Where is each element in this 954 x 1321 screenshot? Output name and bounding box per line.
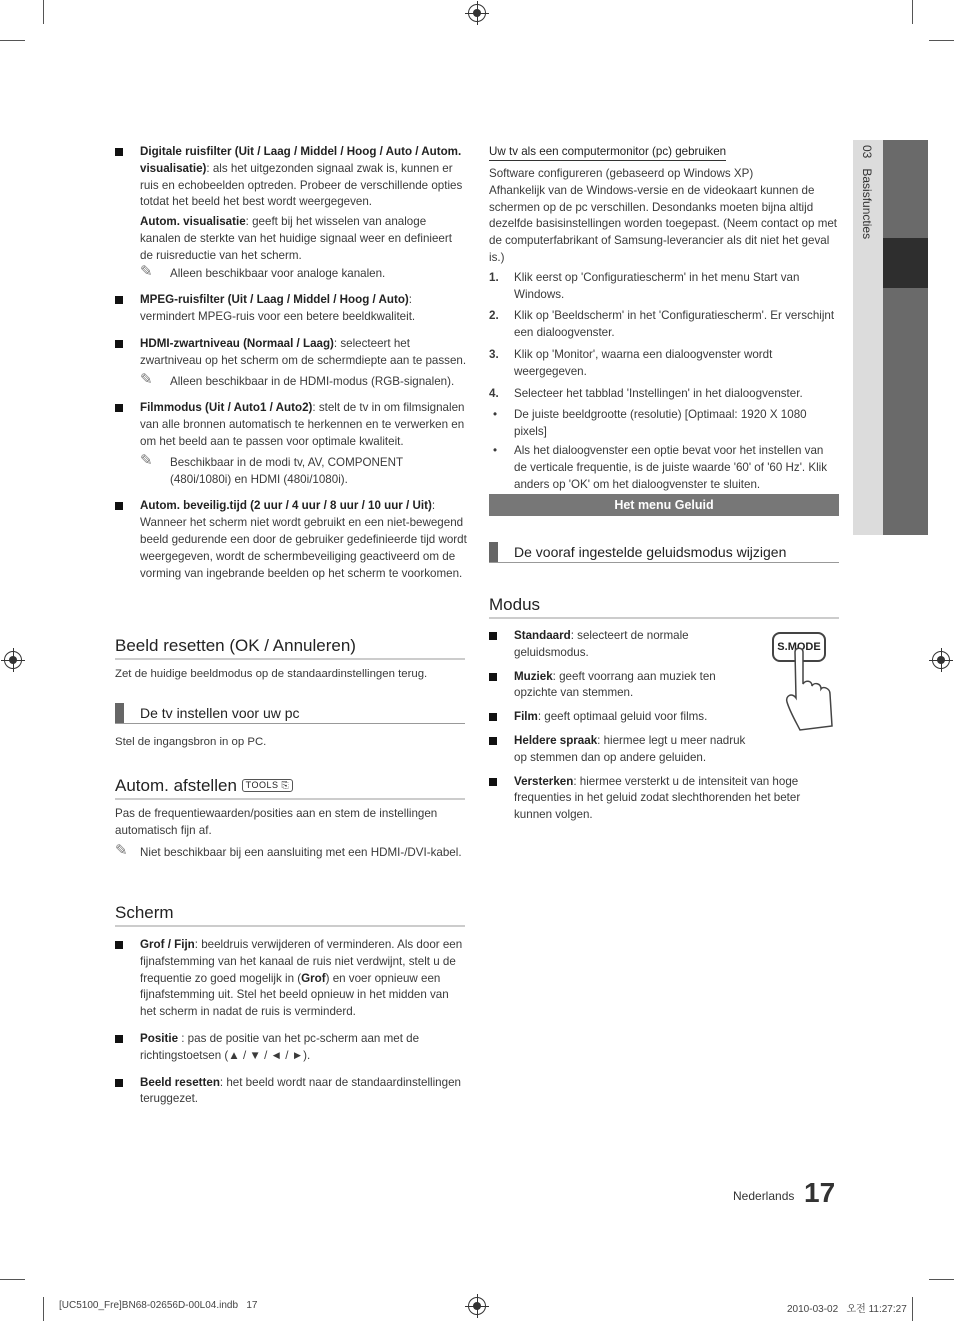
note-pencil-icon: ✎ bbox=[140, 370, 153, 388]
bullet-square-icon bbox=[115, 1035, 123, 1043]
note: ✎ Beschikbaar in de modi tv, AV, COMPONENT (480i/1080i) en HDMI (480i/1080i). bbox=[140, 451, 403, 486]
side-tab-marker bbox=[883, 238, 928, 288]
crop-mark bbox=[929, 1279, 954, 1280]
bullet-square-icon bbox=[489, 713, 497, 721]
list-item: Film: geeft optimaal geluid voor films. bbox=[489, 709, 751, 726]
reset-section bbox=[115, 636, 465, 683]
bullet-square-icon bbox=[115, 941, 123, 949]
registration-mark-icon bbox=[4, 651, 22, 669]
page-number: 17 bbox=[804, 1177, 836, 1208]
note-pencil-icon: ✎ bbox=[115, 841, 128, 859]
step-item: 1. Klik eerst op 'Configuratiescherm' in het menu Start van Windows. bbox=[489, 270, 800, 301]
subsection-title: De tv instellen voor uw pc bbox=[115, 703, 465, 724]
footer-file: [UC5100_Fre]BN68-02656D-00L04.indb 17 bbox=[59, 1300, 258, 1311]
chapter-label: Basisfuncties bbox=[860, 168, 874, 240]
bullet-square-icon bbox=[489, 778, 497, 786]
bullet-square-icon bbox=[115, 296, 123, 304]
list-item: Positie : pas de positie van het pc-scherm aan met de richtingstoetsen (▲ / ▼ / ◄ / ►). bbox=[115, 1031, 467, 1065]
section-text: Zet de huidige beeldmodus op de standaardinstellingen terug. bbox=[115, 668, 428, 680]
crop-mark bbox=[929, 40, 954, 41]
list-item: MPEG-ruisfilter (Uit / Laag / Middel / Hoog / Auto): vermindert MPEG-ruis voor een betere beeldkwaliteit. bbox=[115, 292, 467, 326]
note: ✎ Alleen beschikbaar in de HDMI-modus (RGB-signalen). bbox=[140, 370, 455, 388]
section-title: Autom. afstellen TOOLS ⎘ bbox=[115, 776, 465, 800]
bullet-item: • Als het dialoogvenster een optie bevat voor het instellen van de verticale frequentie, is de juiste waarde '60' of '60 Hz'. Klik anders op 'OK' om het dialoogvenster te sluiten. bbox=[493, 443, 828, 491]
footer-language: Nederlands bbox=[733, 1189, 795, 1203]
footer-date: 2010-03-02 오전 11:27:27 bbox=[787, 1304, 907, 1315]
pointing-hand-icon bbox=[770, 632, 840, 732]
right-column bbox=[489, 144, 839, 495]
step-item: 3. Klik op 'Monitor', waarna een dialoogvenster wordt weergegeven. bbox=[489, 347, 773, 378]
list-item: Beeld resetten: het beeld wordt naar de standaardinstellingen teruggezet. bbox=[115, 1075, 467, 1109]
crop-mark bbox=[0, 1279, 25, 1280]
pc-section bbox=[115, 703, 465, 751]
side-tab bbox=[853, 140, 883, 535]
left-column bbox=[115, 144, 467, 589]
bullet-square-icon bbox=[489, 632, 497, 640]
section-text: Stel de ingangsbron in op PC. bbox=[115, 736, 267, 748]
registration-mark-icon bbox=[468, 4, 486, 22]
list-item: Grof / Fijn: beeldruis verwijderen of verminderen. Als door een fijnafstemming van het kanaal de ruis niet verdwijnt, stelt u de frequentie zo goed mogelijk in (Grof) en voer opnieuw een fijnafstemming uit. Stel het beeld opnieuw in het midden van het scherm in nadat de ruis is verminderd. bbox=[115, 937, 467, 1021]
tools-badge: TOOLS ⎘ bbox=[242, 779, 294, 792]
bullet-square-icon bbox=[115, 1079, 123, 1087]
smode-button: S.MODE bbox=[772, 632, 826, 662]
note-pencil-icon: ✎ bbox=[140, 451, 153, 469]
list-item: Digitale ruisfilter (Uit / Laag / Middel / Hoog / Auto / Autom. visualisatie): als het uitgezonden signaal zwak is, kunnen er ruis en echobeelden optreden. Probeer de verschillende opties totdat het beeld het best wordt weergegeven. Autom. visualisatie: geeft bij het wisselen van analoge kanalen de sterkte van het huidige signaal weer en definieert de ruisreductie van het scherm. ✎ Alleen beschikbaar voor analoge kanalen. bbox=[115, 144, 467, 282]
autom-section bbox=[115, 776, 465, 861]
bullet-square-icon bbox=[489, 673, 497, 681]
geluid-section bbox=[489, 542, 839, 563]
note: ✎ Niet beschikbaar bij een aansluiting met een HDMI-/DVI-kabel. bbox=[115, 841, 462, 859]
crop-mark bbox=[912, 0, 913, 24]
bullet-square-icon bbox=[115, 340, 123, 348]
section-title: Beeld resetten (OK / Annuleren) bbox=[115, 636, 465, 660]
list-item: HDMI-zwartniveau (Normaal / Laag): selecteert het zwartniveau op het scherm om de schermdiepte aan te passen. ✎ Alleen beschikbaar in de HDMI-modus (RGB-signalen). bbox=[115, 336, 467, 390]
software-line: Software configureren (gebaseerd op Windows XP) bbox=[489, 167, 754, 180]
chapter-number: 03 bbox=[860, 145, 874, 159]
list-item: Filmmodus (Uit / Auto1 / Auto2): stelt de tv in om filmsignalen van alle bronnen automatisch te herkennen en te verwerken en om het beeld aan te passen voor optimale kwaliteit. ✎ Beschikbaar in de modi tv, AV, COMPONENT (480i/1080i) en HDMI (480i/1080i). bbox=[115, 400, 467, 488]
intro-text: Afhankelijk van de Windows-versie en de videokaart kunnen de schermen op de pc verschillen. Desondanks moeten bijna altijd dezelfde basisinstellingen worden toegepast. (Neem contact op met de computerfabrikant of Samsung-leverancier als dit niet het geval is.) bbox=[489, 183, 838, 264]
note: ✎ Alleen beschikbaar voor analoge kanalen. bbox=[140, 262, 386, 280]
section-title: Scherm bbox=[115, 903, 465, 927]
bullet-list bbox=[489, 407, 839, 493]
monitor-title: Uw tv als een computermonitor (pc) gebruiken bbox=[489, 144, 726, 161]
bullet-square-icon bbox=[115, 148, 123, 156]
list-item: Heldere spraak: hiermee legt u meer nadruk op stemmen dan op andere geluiden. bbox=[489, 733, 751, 767]
crop-mark bbox=[0, 40, 25, 41]
menu-bar: Het menu Geluid bbox=[489, 494, 839, 516]
steps-list bbox=[489, 270, 839, 403]
list-item: Versterken: hiermee versterkt u de intensiteit van hoge frequenties in het geluid zodat slechthorenden het beter kunnen volgen. bbox=[489, 774, 814, 824]
list-item: Muziek: geeft voorrang aan muziek ten opzichte van stemmen. bbox=[489, 669, 751, 703]
step-item: 4. Selecteer het tabblad 'Instellingen' in het dialoogvenster. bbox=[489, 386, 803, 400]
registration-mark-icon bbox=[932, 651, 950, 669]
bullet-square-icon bbox=[115, 502, 123, 510]
crop-mark bbox=[43, 1297, 44, 1321]
step-item: 2. Klik op 'Beeldscherm' in het 'Configuratiescherm'. Er verschijnt een dialoogvenster. bbox=[489, 309, 835, 340]
crop-mark bbox=[43, 0, 44, 24]
crop-mark bbox=[912, 1297, 913, 1321]
list-item: Standaard: selecteert de normale geluidsmodus. bbox=[489, 628, 751, 662]
bullet-square-icon bbox=[115, 404, 123, 412]
bullet-item: • De juiste beeldgrootte (resolutie) [Optimaal: 1920 X 1080 pixels] bbox=[493, 408, 807, 439]
modus-list bbox=[489, 628, 751, 767]
registration-mark-icon bbox=[468, 1297, 486, 1315]
section-text: Pas de frequentiewaarden/posities aan en stem de instellingen automatisch fijn af. bbox=[115, 807, 438, 837]
subsection-title: De vooraf ingestelde geluidsmodus wijzigen bbox=[489, 542, 839, 563]
side-tab-dark bbox=[883, 140, 928, 535]
list-item: Autom. beveilig.tijd (2 uur / 4 uur / 8 uur / 10 uur / Uit): Wanneer het scherm niet wordt gebruikt en een niet-bewegend beeld gedurende een door de gebruiker gedefinieerde tijd wordt weergegeven, wordt de schermbeveiliging geactiveerd om de vorming van ingebrande beelden op het scherm te voorkomen. bbox=[115, 498, 467, 582]
smode-button-illustration bbox=[770, 632, 840, 732]
note-pencil-icon: ✎ bbox=[140, 262, 153, 280]
section-title: Modus bbox=[489, 595, 839, 619]
bullet-square-icon bbox=[489, 737, 497, 745]
scherm-section bbox=[115, 903, 467, 1115]
